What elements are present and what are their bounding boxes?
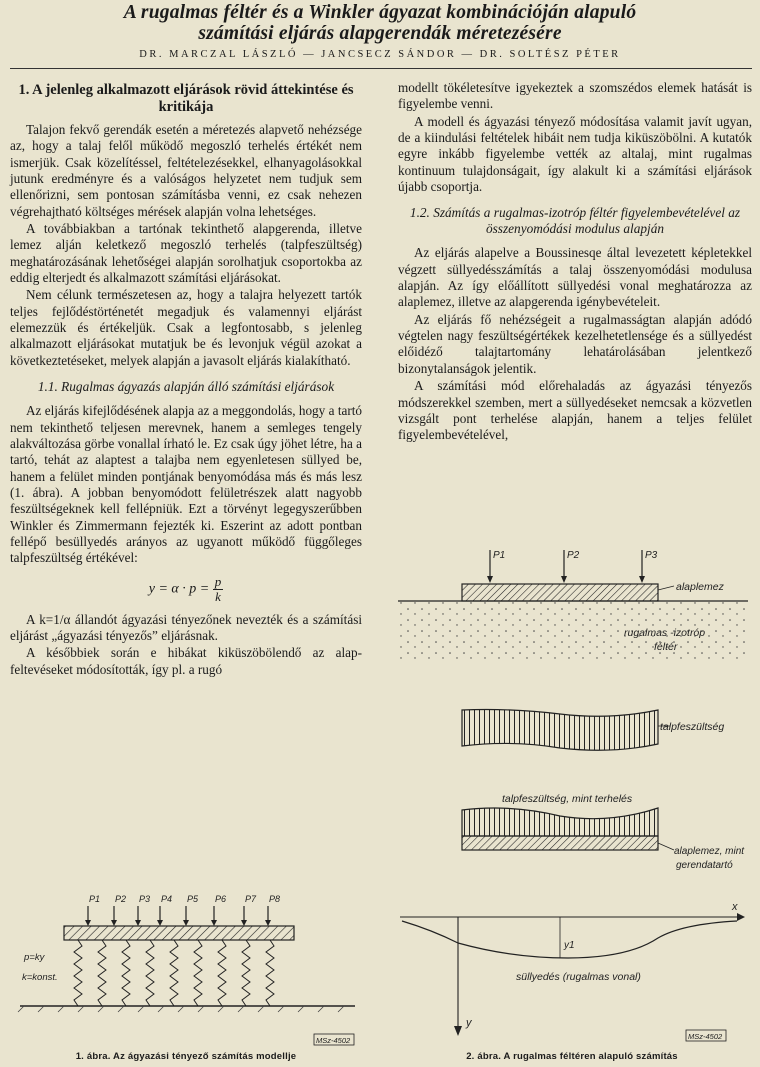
fig1-load-label-8: P8 — [269, 894, 281, 904]
article-title — [0, 2, 760, 44]
fig2-beam — [462, 836, 658, 850]
fig2-axis-x-label: x — [732, 901, 738, 913]
left-paragraph-1: Talajon fekvő gerendák esetén a méretezés alapvető nehézsége az, hogy a talaj felől működő megoszló terhelés értékét nem ismerjük. Csak közelítéssel, feltételezésekkel, elhanyagolásokkal jutunk eredményre és a valóságos helyzetet nem tudjuk sem ellenőrizni, sem pontosan számításba venni, ez csak nehezen végrehajtható költséges mérések alapján volna lehetséges. — [10, 122, 362, 219]
fig2-loads — [487, 550, 645, 583]
fig2-y-arrowhead — [454, 1026, 462, 1036]
fig1-label-p: p=ky — [24, 952, 45, 963]
fig2-label-settlement: süllyedés (rugalmas vonal) — [516, 971, 641, 983]
left-column — [10, 82, 362, 678]
right-column — [398, 80, 752, 444]
figure-2 — [392, 540, 756, 1050]
fig1-arrow-1 — [85, 906, 91, 926]
fig2-load-label-3: P3 — [645, 550, 658, 561]
fig2-stress-diagram — [462, 710, 658, 751]
fig2-plate — [462, 584, 658, 601]
winkler-formula — [10, 575, 362, 604]
fig1-beam — [64, 926, 294, 940]
left-paragraph-2: A továbbiakban a tartónak tekinthető alapgerenda, illetve lemez alján keletkező megoszló terhelés (talpfeszültség) meghatározásának lehetőségei alapján sorolhatjuk csoportokba az eddig elterjedt és alkalmazott számítási eljárásokat. — [10, 221, 362, 286]
title-line-1: A rugalmas féltér és a Winkler ágyazat kombinációján alapuló — [123, 2, 637, 23]
fig1-load-label-6: P6 — [215, 894, 227, 904]
fig1-arrow-6 — [211, 906, 217, 926]
fig1-ground-hatch — [18, 1006, 344, 1012]
fig2-label-halfspace-2: féltér — [654, 641, 678, 653]
right-paragraph-5: A számítási mód előrehaladás az ágyazási tényezős módszerekkel szemben, mert a süllyedéseket nemcsak a közvetlen vizsgált pont terhelése alapján, hanem a teljes felület figyelembevételével, — [398, 378, 752, 443]
fig2-load-label-2: P2 — [567, 550, 580, 561]
fig1-arrow-2 — [111, 906, 117, 926]
fig2-label-stress-load: talpfeszültség, mint terhelés — [502, 793, 633, 805]
fig1-load-label-7: P7 — [245, 894, 257, 904]
header-rule — [10, 68, 752, 69]
formula-denominator: k — [215, 588, 221, 604]
right-paragraph-3: Az eljárás alapelve a Boussinesqe által levezetett képletekkel végzett süllyedésszámítás a talaj összenyomódási modulusa alapján. Az így előállított süllyedési vonal meghatározza az alaplemez, illetve az alapgerenda igénybevételeit. — [398, 245, 752, 310]
fig2-label-plate: alaplemez — [676, 581, 724, 593]
fig2-plate-leader — [658, 586, 674, 590]
figure-1 — [10, 888, 362, 1048]
fig1-arrow-5 — [183, 906, 189, 926]
left-paragraph-6: A későbbiek során e hibákat kiküszöbölendő az alap-feltevéseket módosították, így pl. a rugó — [10, 645, 362, 677]
left-paragraph-4: Az eljárás kifejlődésének alapja az a meggondolás, hogy a tartó nem tekinthető teljesen merevnek, hanem a semleges tengely alakváltozása görbe vonallal írható le. Ez csak úgy jöhet létre, ha a tartó, tehát az alaptest a talajba nem egyenletesen süllyed be, hanem a felület minden pontjának benyomódása más és más lesz (1. ábra). A jobban benyomódott felületrészek alatt nagyobb feszültségeknek kell fellépniük. Ezt a törvényt legegyszerűbben Winkler és Zimmermann fejezték ki. Eszerint az adott pontban fellépő besüllyedés arányos az ugyanott működő függőleges talpfeszültség értékével: — [10, 403, 362, 566]
section-heading-1-2: 1.2. Számítás a rugalmas-izotróp féltér figyelembevételével az összenyomódási modulus alapján — [409, 205, 741, 237]
figure-2-caption: 2. ábra. A rugalmas féltéren alapuló számítás — [466, 1051, 678, 1062]
fig1-arrow-4 — [157, 906, 163, 926]
fig2-label-stress: talpfeszültség — [660, 721, 725, 733]
fig1-springs — [74, 940, 274, 1006]
section-heading-1-1: 1.1. Rugalmas ágyazás alapján álló számítási eljárások — [37, 379, 335, 395]
fig1-load-label-2: P2 — [115, 894, 127, 904]
fig2-stamp: MSz-4502 — [688, 1032, 723, 1041]
fig1-load-label-1: P1 — [89, 894, 101, 904]
fig2-label-beam-2: gerendatartó — [676, 860, 733, 871]
figure-1-caption: 1. ábra. Az ágyazási tényező számítás modellje — [75, 1051, 297, 1062]
fig2-beam-leader — [658, 843, 674, 850]
formula-fraction — [213, 575, 224, 604]
fig1-stamp: MSz-4502 — [316, 1036, 351, 1045]
fig1-load-arrows — [85, 906, 271, 926]
right-paragraph-1: modellt tökéletesítve igyekeztek a szomszédos elemek hatását is figyelembe venni. — [398, 80, 752, 112]
fig2-label-beam-1: alaplemez, mint — [674, 846, 745, 857]
fig1-arrow-3 — [135, 906, 141, 926]
fig1-arrow-7 — [241, 906, 247, 926]
section-heading-1: 1. A jelenleg alkalmazott eljárások rövid áttekintése és kritikája — [18, 82, 354, 115]
fig1-load-label-4: P4 — [161, 894, 173, 904]
left-paragraph-3: Nem célunk természetesen az, hogy a talajra helyezett tartók teljes fejlődéstörténetét megadjuk és valamennyi eljárást elemezzük és értékeljük. Csak a legfontosabb, s jelenleg alkalmazott eljárásokat mutatjuk be és levonjuk végül azokat a következtetéseket, melyek alapján a javasolt eljárás kialakítható. — [10, 287, 362, 368]
right-paragraph-4: Az eljárás fő nehézségeit a rugalmasságtan alapján adódó végtelen nagy feszültségértékek kezelhetetlensége és a süllyedést előidéző talajtartomány lehatárolásában jelentkező bizonytalanságok jelentik. — [398, 311, 752, 376]
fig2-axis-y-label: y — [466, 1017, 472, 1029]
formula-numerator: p — [214, 573, 222, 589]
fig1-label-k: k=konst. — [22, 972, 58, 983]
fig2-label-halfspace-1: rugalmas -izotróp — [624, 627, 706, 639]
authors: DR. MARCZAL LÁSZLÓ — JANCSECZ SÁNDOR — DR. SOLTÉSZ PÉTER — [139, 49, 621, 60]
fig2-label-y1: y1 — [564, 940, 575, 951]
left-paragraph-5: A k=1/α állandót ágyazási tényezőnek nevezték és a számítási eljárást „ágyazási tényezős” eljárásnak. — [10, 611, 362, 643]
fig2-x-arrowhead — [737, 913, 745, 921]
formula-lhs: y = α · p = — [148, 581, 210, 597]
fig1-load-label-5: P5 — [187, 894, 199, 904]
fig2-load-diagram — [462, 808, 658, 836]
title-line-2: számítási eljárás alapgerendák méretezésére — [198, 23, 562, 44]
right-paragraph-2: A modell és ágyazási tényező módosítása valamit javít ugyan, de a kiindulási feltételek hibáit nem tudja kiküszöbölni. A kutatók egyre inkább figyelembe vették az altalaj, mint rugalmas kontinuum tulajdonságait, így alakult ki a számítási eljárások újabb csoportja. — [398, 113, 752, 195]
fig1-load-label-3: P3 — [139, 894, 151, 904]
fig1-arrow-8 — [265, 906, 271, 926]
fig2-load-label-1: P1 — [493, 550, 506, 561]
